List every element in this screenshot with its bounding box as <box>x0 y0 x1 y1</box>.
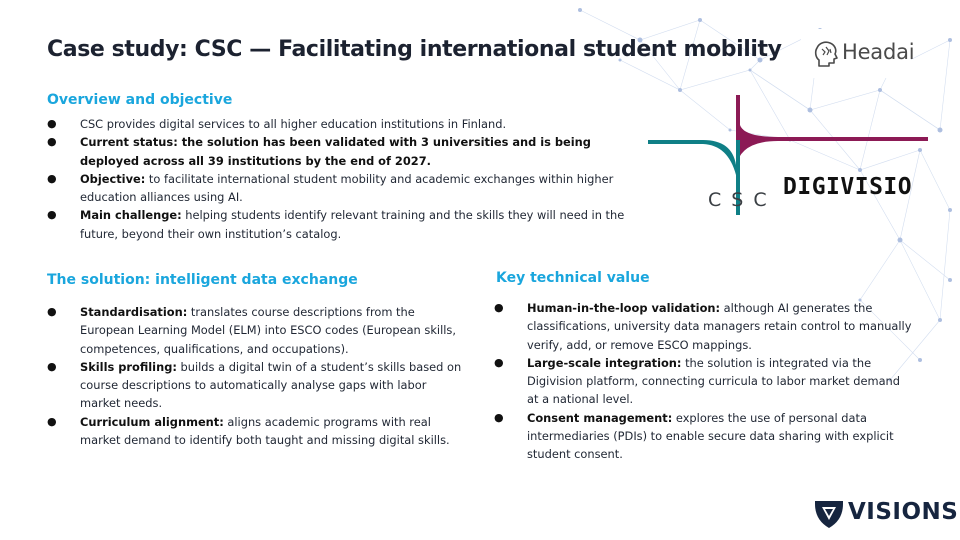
solution-list <box>47 303 462 449</box>
csc-teal-curve <box>648 140 736 175</box>
bullet-label: Objective: <box>80 171 146 186</box>
bullet-dot: ● <box>47 305 57 318</box>
bullet-dot: ● <box>47 135 57 149</box>
bullet-label: Large-scale integration: <box>527 355 682 370</box>
slide-title: Case study: CSC — Facilitating international student mobility <box>47 37 782 62</box>
overview-bullet-item <box>47 170 627 207</box>
technical-list <box>494 299 914 464</box>
digivisio-logo: DIGIVISIO <box>783 174 913 200</box>
bullet-dot: ● <box>47 414 57 428</box>
overview-list <box>47 115 627 243</box>
headai-logo-text: Headai <box>842 40 915 64</box>
bullet-text: translates course descriptions from the European Learning Model (ELM) into ESCO codes (European skills, competences, qualifications, and occupations). <box>80 305 456 356</box>
bullet-text: CSC provides digital services to all higher education institutions in Finland. <box>80 117 507 131</box>
bullet-text: builds a digital twin of a student’s skills based on course descriptions to automatically analyse gaps with labor market needs. <box>80 359 462 411</box>
bullet-label: Main challenge: <box>80 208 182 223</box>
bullet-dot: ● <box>47 208 57 222</box>
bullet-text: aligns academic programs with real market demand to identify both taught and missing digital skills. <box>80 414 450 448</box>
csc-magenta-curve <box>736 125 928 167</box>
overview-bullet-item <box>47 206 627 243</box>
bullet-text: although AI generates the classifications, university data managers retain control to manually verify, add, or remove ESCO mappings. <box>527 301 912 352</box>
bullet-text: the solution is integrated via the Digivision platform, connecting curricula to labor market demand at a national level. <box>527 355 900 407</box>
solution-heading: The solution: intelligent data exchange <box>47 272 358 288</box>
bullet-label: Consent management: <box>527 410 673 425</box>
technical-bullet-item <box>494 354 914 409</box>
overview-heading: Overview and objective <box>47 92 233 108</box>
bullet-dot: ● <box>494 355 504 369</box>
csc-logo-text: CSC <box>708 189 777 211</box>
technical-bullet-item <box>494 299 914 354</box>
bullet-text: to facilitate international student mobility and academic exchanges within higher education alliances using AI. <box>80 171 614 205</box>
solution-bullet-item <box>47 303 462 358</box>
bullet-dot: ● <box>494 301 504 314</box>
bullet-text: explores the use of personal data intermediaries (PDIs) to enable secure data sharing with explicit student consent. <box>527 410 894 462</box>
bullet-dot: ● <box>494 410 504 424</box>
bullet-label: Curriculum alignment: <box>80 414 224 429</box>
bullet-dot: ● <box>47 359 57 373</box>
technical-bullet-item <box>494 409 914 464</box>
bullet-label: Skills profiling: <box>80 359 177 374</box>
visions-shield-icon <box>812 498 846 529</box>
bullet-dot: ● <box>47 171 57 185</box>
solution-bullet-item <box>47 358 462 413</box>
bullet-label: Human-in-the-loop validation: <box>527 301 721 315</box>
head-profile-icon <box>813 40 839 68</box>
solution-bullet-item <box>47 413 462 450</box>
visions-logo-text: VISIONS <box>848 499 959 525</box>
technical-heading: Key technical value <box>496 270 650 286</box>
headai-logo <box>801 29 915 78</box>
bullet-text: helping students identify relevant training and the skills they will need in the future, beyond their own institution’s catalog. <box>80 208 625 241</box>
bullet-dot: ● <box>47 117 57 130</box>
bullet-label: Standardisation: <box>80 305 188 319</box>
overview-bullet-item <box>47 133 627 170</box>
bullet-label: Current status: the solution has been validated with 3 universities and is being deployed across all 39 institutions by the end of 2027. <box>80 135 591 168</box>
overview-bullet-item <box>47 115 627 133</box>
